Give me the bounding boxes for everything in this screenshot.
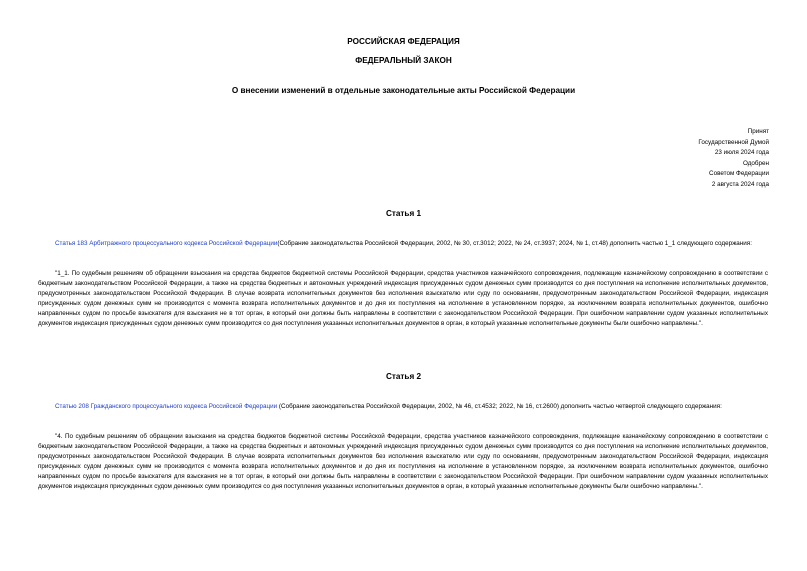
country-heading: РОССИЙСКАЯ ФЕДЕРАЦИЯ [347,37,460,46]
article-2-amendment-text: "4. По судебным решениям об обращении взыскания на средства бюджетов бюджетной системы Российской Федерации, средства участников казначейского сопровождения, подлежащие казначейскому сопровождению в соответствии с бюджетным законодательством Российской Федерации, а также на средства бюджетных и автономных учреждений индексация присужденных судом денежных сумм производится со дня поступления на исполнение исполнительных документов, предусмотренных законодательством Российской Федерации. В случае возврата исполнительных документов без исполнения взыскателю или суду по основаниям, предусмотренным законодательством Российской Федерации, индексация присужденных судом денежных сумм не производится с момента возврата исполнительных документов и до дня их поступления на исполнение в установленном порядке, за исключением возврата исполнительных документов, ошибочно направленных судом по просьбе взыскателя для взыскания не в тот орган, в который они должны быть направлены в соответствии с законодательством Российской Федерации. При ошибочном направлении судом указанных исполнительных документов индексация присужденных судом денежных сумм производится со дня поступления указанных исполнительных документов в орган, в который указанные исполнительные документы были ошибочно направлены.". [38,433,768,491]
article-2-intro [38,402,768,412]
acceptance-line: Советом Федерации [709,170,769,178]
article-2-intro-text: (Собрание законодательства Российской Федерации, 2002, № 46, ст.4532; 2022, № 16, ст.2600) дополнить частью четвертой следующего содержания: [277,403,722,410]
law-title: О внесении изменений в отдельные законодательные акты Российской Федерации [231,86,576,95]
article-1-intro-text: (Собрание законодательства Российской Федерации, 2002, № 30, ст.3012; 2022, № 24, ст.3937; 2024, № 1, ст.48) дополнить частью 1_1 следующего содержания: [277,240,752,247]
acceptance-date: 23 июля 2024 года [714,149,769,157]
article-2-link[interactable]: Статью 208 Гражданского процессуального кодекса Российской Федерации [55,403,278,410]
law-type-heading: ФЕДЕРАЛЬНЫЙ ЗАКОН [355,56,452,65]
acceptance-line: Государственной Думой [698,138,769,146]
article-1-amendment-text: "1_1. По судебным решениям об обращении взыскания на средства бюджетов бюджетной системы Российской Федерации, средства участников казначейского сопровождения, подлежащие казначейскому сопровождению в соответствии с бюджетным законодательством Российской Федерации, а также на средства бюджетных и автономных учреждений индексация присужденных судом денежных сумм производится со дня поступления на исполнение исполнительных документов, предусмотренных законодательством Российской Федерации. В случае возврата исполнительных документов без исполнения взыскателю или суду по основаниям, предусмотренным законодательством Российской Федерации, индексация присужденных судом денежных сумм не производится с момента возврата исполнительных документов и до дня их поступления на исполнение в установленном порядке, за исключением возврата исполнительных документов, ошибочно направленных судом по просьбе взыскателя для взыскания не в тот орган, в который они должны быть направлены в соответствии с законодательством Российской Федерации. При ошибочном направлении судом указанных исполнительных документов индексация присужденных судом денежных сумм производится со дня поступления указанных исполнительных документов в орган, в который указанные исполнительные документы были ошибочно направлены.". [38,270,768,328]
acceptance-block [609,127,769,191]
acceptance-date: 2 августа 2024 года [711,180,769,188]
article-1-title: Статья 1 [385,209,422,218]
article-1-link[interactable]: Статья 183 Арбитражного процессуального кодекса Российской Федерации [55,240,278,247]
acceptance-line: Принят [747,128,769,135]
acceptance-line: Одобрен [742,159,769,167]
article-1-intro [38,239,768,249]
article-2-title: Статья 2 [385,372,422,381]
